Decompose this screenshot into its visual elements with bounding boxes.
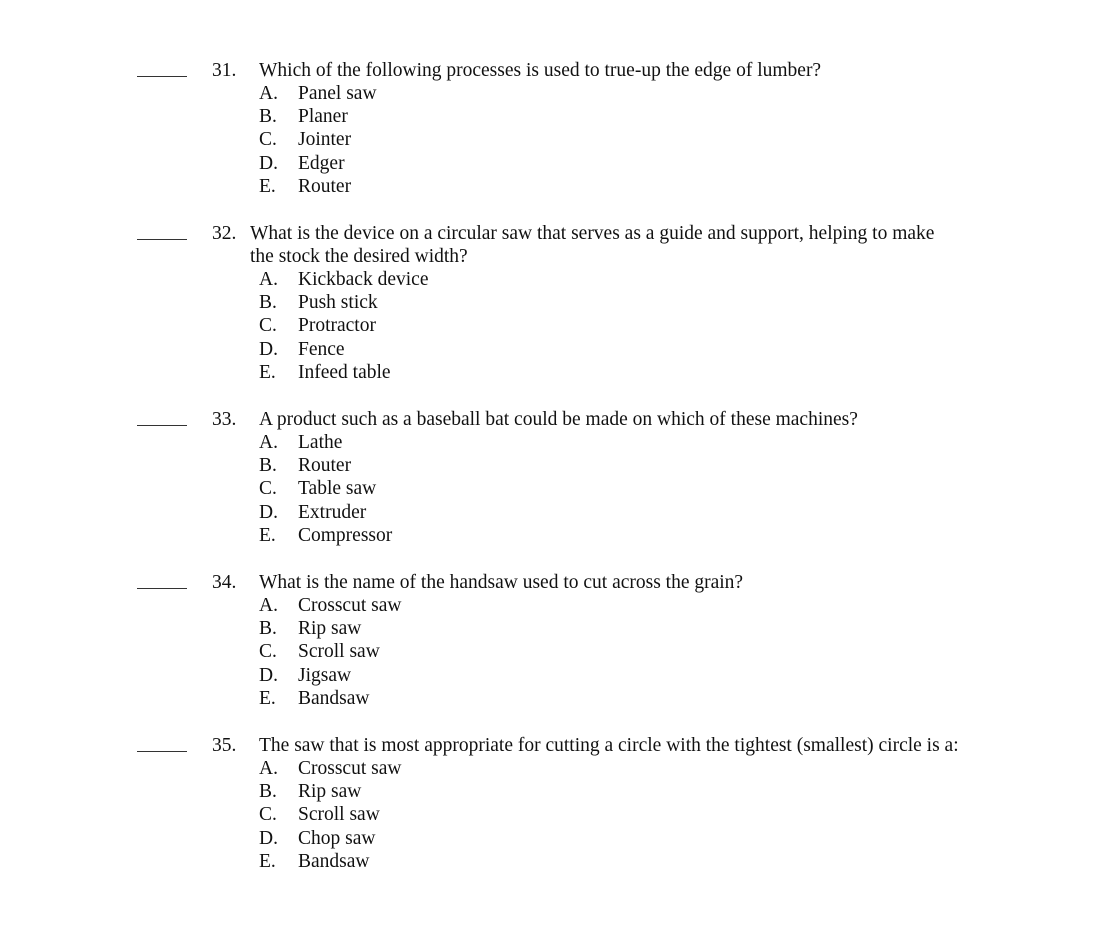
option-letter: E.	[259, 525, 276, 546]
option-text: Jointer	[298, 129, 352, 150]
question-text: A product such as a baseball bat could be made on which of these machines?	[259, 409, 858, 430]
option-letter: C.	[259, 478, 277, 499]
option-text: Push stick	[298, 292, 378, 313]
option-letter: E.	[259, 688, 276, 709]
option-text: Crosscut saw	[298, 595, 402, 616]
option-text: Extruder	[298, 502, 367, 523]
answer-blank[interactable]	[137, 425, 187, 426]
option-letter: A.	[259, 269, 278, 290]
option-text: Edger	[298, 153, 345, 174]
option-text: Kickback device	[298, 269, 429, 290]
option-text: Scroll saw	[298, 641, 380, 662]
option-letter: B.	[259, 292, 277, 313]
option-text: Crosscut saw	[298, 758, 402, 779]
option-letter: E.	[259, 176, 276, 197]
option-letter: A.	[259, 595, 278, 616]
option-text: Router	[298, 176, 352, 197]
question-number: 34.	[212, 572, 237, 593]
option-letter: C.	[259, 641, 277, 662]
question-text-line-2: the stock the desired width?	[250, 246, 468, 267]
option-text: Panel saw	[298, 83, 377, 104]
option-text: Table saw	[298, 478, 377, 499]
option-letter: D.	[259, 339, 278, 360]
answer-blank[interactable]	[137, 239, 187, 240]
option-letter: D.	[259, 153, 278, 174]
option-letter: A.	[259, 432, 278, 453]
question-text: What is the name of the handsaw used to cut across the grain?	[259, 572, 744, 593]
option-letter: B.	[259, 781, 277, 802]
option-letter: D.	[259, 502, 278, 523]
option-letter: C.	[259, 129, 277, 150]
option-text: Planer	[298, 106, 348, 127]
option-text: Router	[298, 455, 352, 476]
answer-blank[interactable]	[137, 588, 187, 589]
option-letter: B.	[259, 455, 277, 476]
option-text: Fence	[298, 339, 345, 360]
option-letter: B.	[259, 106, 277, 127]
option-text: Compressor	[298, 525, 393, 546]
question-number: 31.	[212, 60, 237, 81]
option-letter: A.	[259, 758, 278, 779]
option-text: Jigsaw	[298, 665, 352, 686]
option-text: Infeed table	[298, 362, 391, 383]
option-text: Protractor	[298, 315, 376, 336]
question-text-line-1: What is the device on a circular saw that serves as a guide and support, helping to make	[250, 223, 935, 244]
option-letter: D.	[259, 828, 278, 849]
question-number: 35.	[212, 735, 237, 756]
option-text: Bandsaw	[298, 688, 370, 709]
option-letter: B.	[259, 618, 277, 639]
option-letter: D.	[259, 665, 278, 686]
option-letter: A.	[259, 83, 278, 104]
option-text: Rip saw	[298, 618, 362, 639]
question-number: 32.	[212, 223, 237, 244]
option-text: Lathe	[298, 432, 343, 453]
question-number: 33.	[212, 409, 237, 430]
option-text: Chop saw	[298, 828, 376, 849]
answer-blank[interactable]	[137, 751, 187, 752]
option-text: Bandsaw	[298, 851, 370, 872]
question-text: The saw that is most appropriate for cutting a circle with the tightest (smallest) circle is a:	[259, 735, 959, 756]
option-letter: E.	[259, 851, 276, 872]
option-text: Rip saw	[298, 781, 362, 802]
option-letter: C.	[259, 804, 277, 825]
answer-blank[interactable]	[137, 76, 187, 77]
option-letter: C.	[259, 315, 277, 336]
question-text: Which of the following processes is used to true-up the edge of lumber?	[259, 60, 822, 81]
option-text: Scroll saw	[298, 804, 380, 825]
option-letter: E.	[259, 362, 276, 383]
